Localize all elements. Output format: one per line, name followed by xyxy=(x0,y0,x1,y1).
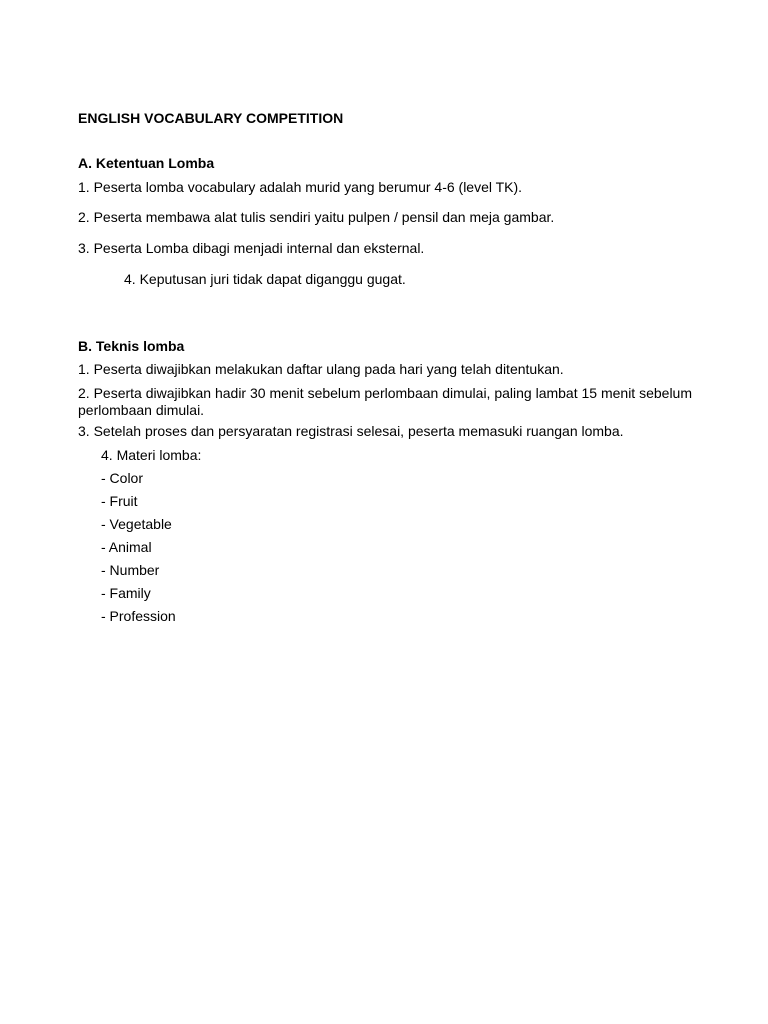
section-b-heading: B. Teknis lomba xyxy=(78,338,185,354)
materi-color: - Color xyxy=(101,470,144,486)
section-a-item-3: 3. Peserta Lomba dibagi menjadi internal dan eksternal. xyxy=(78,240,425,256)
section-b-item-4: 4. Materi lomba: xyxy=(101,447,202,463)
section-b-item-3: 3. Setelah proses dan persyaratan registrasi selesai, peserta memasuki ruangan lomba. xyxy=(78,423,624,439)
section-a-item-1: 1. Peserta lomba vocabulary adalah murid yang berumur 4-6 (level TK). xyxy=(78,179,523,195)
materi-number: - Number xyxy=(101,562,160,578)
materi-animal: - Animal xyxy=(101,539,152,555)
document-title: ENGLISH VOCABULARY COMPETITION xyxy=(78,110,344,126)
section-b-item-1: 1. Peserta diwajibkan melakukan daftar ulang pada hari yang telah ditentukan. xyxy=(78,361,564,377)
materi-profession: - Profession xyxy=(101,608,176,624)
section-a-heading: A. Ketentuan Lomba xyxy=(78,155,215,171)
materi-family: - Family xyxy=(101,585,151,601)
materi-fruit: - Fruit xyxy=(101,493,138,509)
section-a-item-4: 4. Keputusan juri tidak dapat diganggu gugat. xyxy=(124,271,406,287)
section-b-item-2: 2. Peserta diwajibkan hadir 30 menit sebelum perlombaan dimulai, paling lambat 15 menit sebelum perlombaan dimulai. xyxy=(78,385,693,418)
materi-vegetable: - Vegetable xyxy=(101,516,172,532)
section-a-item-2: 2. Peserta membawa alat tulis sendiri yaitu pulpen / pensil dan meja gambar. xyxy=(78,209,555,225)
